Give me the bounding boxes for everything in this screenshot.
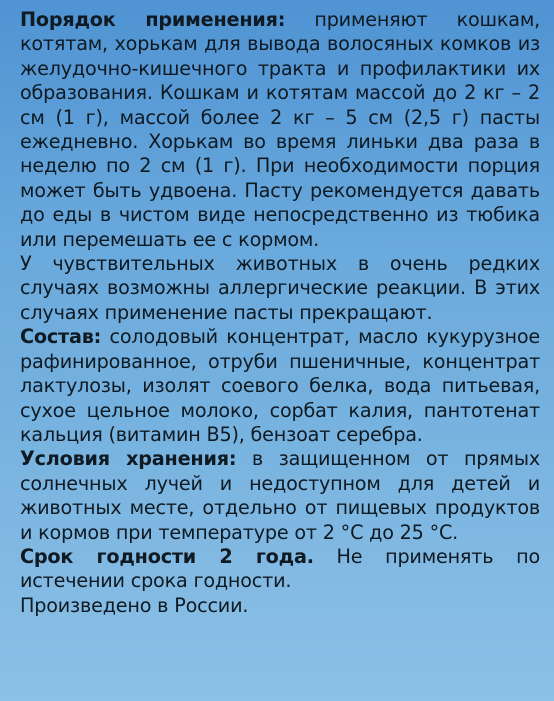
storage-heading: Условия хранения:: [20, 447, 237, 471]
shelf-life-heading: Срок годности 2 года.: [20, 544, 314, 568]
usage-paragraph: [20, 8, 540, 252]
origin-paragraph: [20, 594, 540, 618]
storage-text: в защищенном от прямых солнечных лучей и недоступном для детей и животных месте, отдельно от пищевых продуктов и кормов при температуре от 2 °С до 25 °С.: [20, 447, 541, 544]
allergy-paragraph: [20, 252, 540, 325]
storage-paragraph: [20, 447, 540, 545]
usage-heading: Порядок применения:: [20, 8, 286, 31]
composition-paragraph: [20, 325, 540, 447]
origin-text: Произведено в России.: [20, 593, 249, 617]
composition-text: солодовый концентрат, масло кукурузное рафинированное, отруби пшеничные, концентрат лактулозы, изолят соевого белка, вода питьевая, сухое цельное молоко, сорбат калия, пантотенат кальция (витамин B5), бензоат серебра.: [20, 325, 540, 446]
allergy-text: У чувствительных животных в очень редких случаях возможны аллергические реакции. В этих случаях применение пасты прекращают.: [20, 252, 540, 324]
shelf-life-paragraph: [20, 545, 540, 594]
composition-heading: Состав:: [20, 325, 102, 349]
usage-text: применяют кошкам, котятам, хорькам для вывода волосяных комков из желудочно-кишечного тракта и профилактики их образования. Кошкам и котятам массой до 2 кг – 2 см (1 г), массой более 2 кг – 5 см (2,5 г) пасты ежедневно. Хорькам во время линьки два раза в неделю по 2 см (1 г). При необходимости порция может быть удвоена. Пасту рекомендуется давать до еды в чистом виде непосредственно из тюбика или перемешать ее с кормом.: [20, 8, 540, 251]
shelf-life-text: Не применять по истечении срока годности.: [20, 544, 540, 593]
